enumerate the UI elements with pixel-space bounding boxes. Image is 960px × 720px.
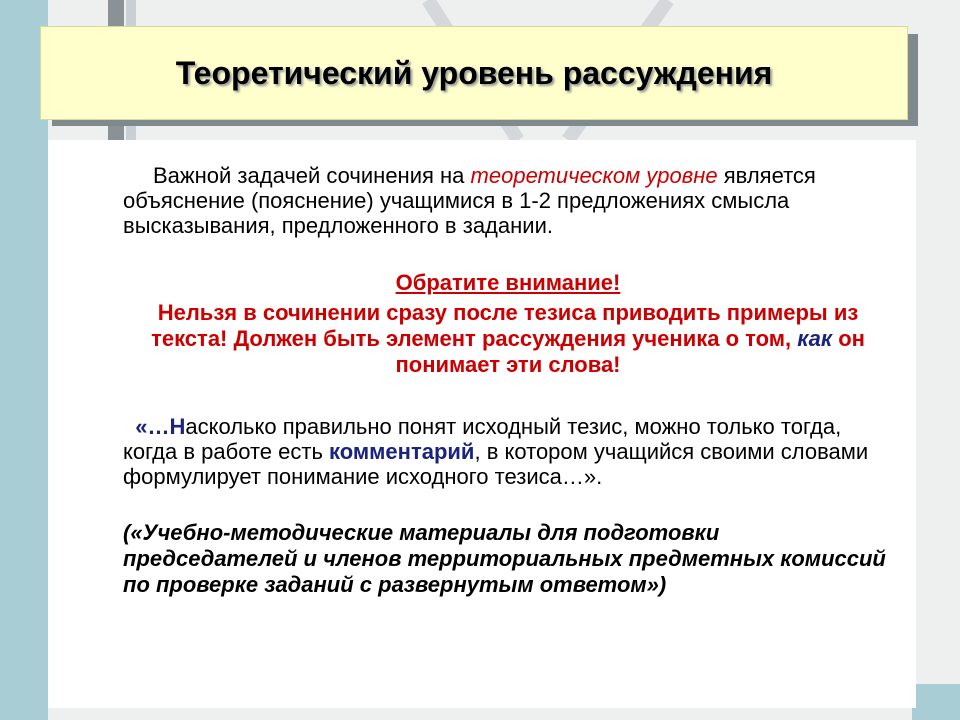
quote-bold: комментарий: [329, 439, 475, 464]
quote-paragraph: [123, 414, 893, 489]
page-title: Теоретический уровень рассуждения: [175, 54, 773, 91]
title-box: [40, 26, 908, 120]
quote-text-start: асколько правильно понят исходный тезис, можно только тогда, когда в работе есть: [123, 414, 842, 464]
quote-lead: «…Н: [135, 414, 186, 439]
source-citation: («Учебно-методические материалы для подготовки председателей и членов территориальных предметных комиссий по проверке заданий с развернутым ответом»): [123, 520, 886, 597]
warning-text-end: он понимает эти слова!: [395, 326, 865, 377]
intro-text-end: является объяснение (пояснение) учащимися в 1-2 предложениях смысла высказывания, предложенного в задании.: [123, 163, 816, 238]
quote-text-end: , в котором учащийся своими словами формулирует понимание исходного тезиса…».: [123, 439, 869, 489]
warning-highlight: как: [797, 326, 833, 351]
intro-text-start: Важной задачей сочинения на: [153, 163, 471, 188]
bottom-decor-bar: [48, 708, 960, 720]
corner-decor: [912, 684, 960, 720]
intro-highlight: теоретическом уровне: [470, 163, 718, 188]
attention-label: Обратите внимание!: [395, 270, 621, 295]
warning-paragraph: [123, 300, 893, 378]
right-decor-bar: [916, 140, 960, 720]
intro-paragraph: [123, 163, 893, 238]
warning-text-start: Нельзя в сочинении сразу после тезиса приводить примеры из текста! Должен быть элемент рассуждения ученика о том,: [151, 300, 859, 351]
